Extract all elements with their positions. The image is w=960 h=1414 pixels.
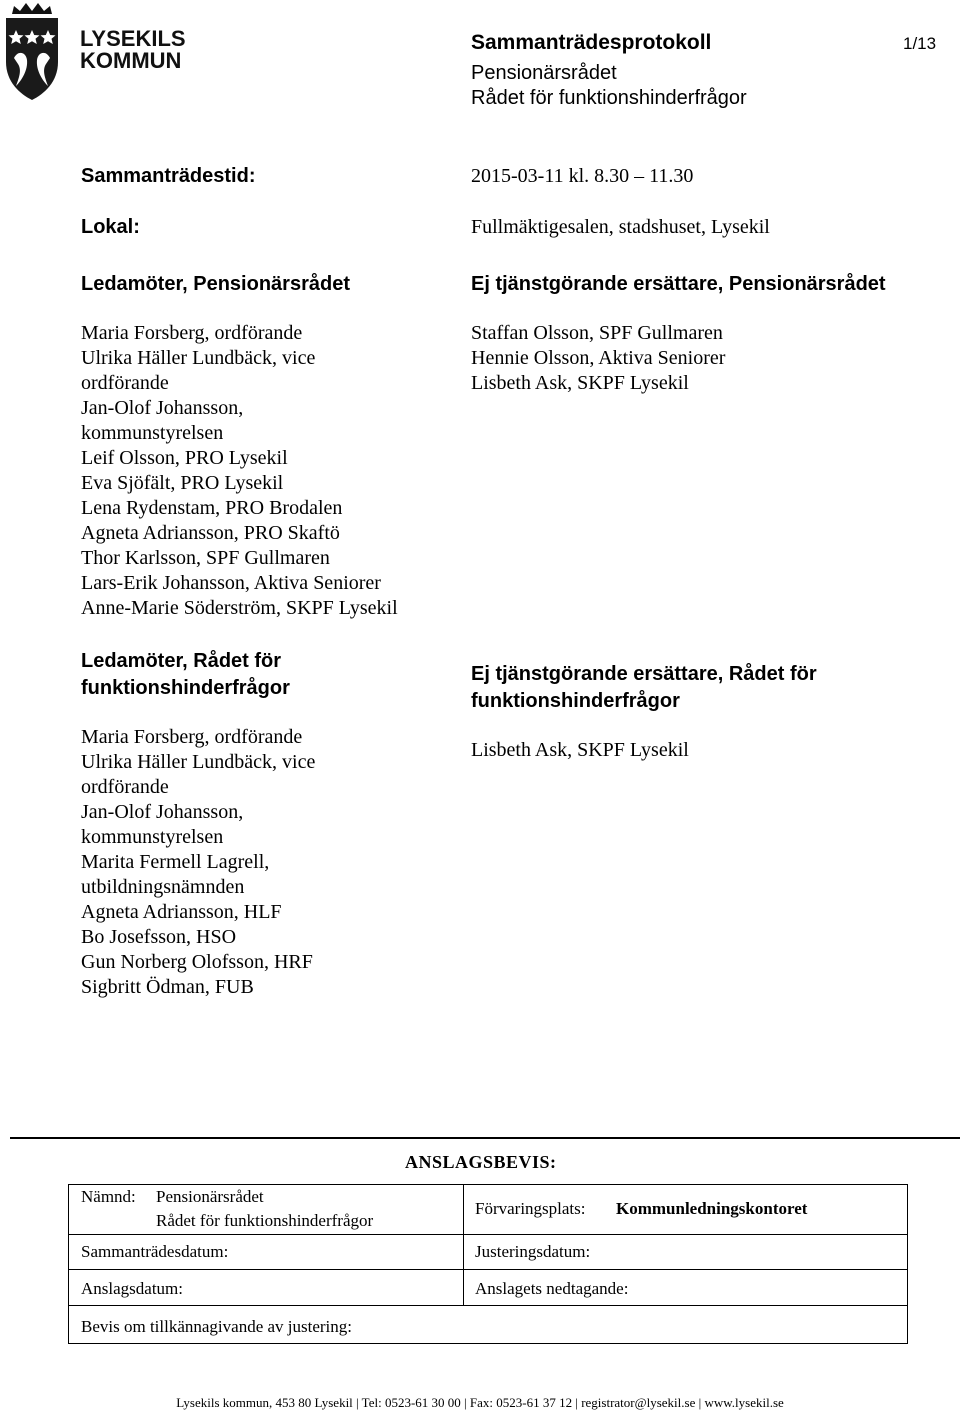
- footer-separator: |: [356, 1395, 359, 1410]
- list-item: Thor Karlsson, SPF Gullmaren: [81, 547, 330, 569]
- list-item: Leif Olsson, PRO Lysekil: [81, 447, 288, 469]
- list-item: Gun Norberg Olofsson, HRF: [81, 951, 313, 973]
- list-item: Jan-Olof Johansson,: [81, 397, 244, 419]
- footer-separator: |: [464, 1395, 467, 1410]
- list-item: Sigbritt Ödman, FUB: [81, 976, 254, 998]
- list-item: Maria Forsberg, ordförande: [81, 726, 303, 748]
- list-item: Eva Sjöfält, PRO Lysekil: [81, 472, 284, 494]
- anslagsbevis-title: ANSLAGSBEVIS:: [405, 1152, 557, 1172]
- council-substitutes-heading: [471, 661, 817, 715]
- list-item: Lisbeth Ask, SKPF Lysekil: [471, 372, 689, 394]
- forvaringsplats-label: Förvaringsplats:: [475, 1199, 586, 1218]
- list-item: Ulrika Häller Lundbäck, vice: [81, 751, 316, 773]
- footer-tel: Tel: 0523-61 30 00: [361, 1395, 461, 1410]
- list-item: Lena Rydenstam, PRO Brodalen: [81, 497, 343, 519]
- list-item: Agneta Adriansson, PRO Skaftö: [81, 522, 340, 544]
- forvaringsplats-value: Kommunledningskontoret: [616, 1199, 808, 1218]
- namnd-value-1: Pensionärsrådet: [156, 1187, 264, 1206]
- justeringsdatum-label: Justeringsdatum:: [475, 1242, 591, 1261]
- list-item: ordförande: [81, 372, 169, 394]
- namnd-value-2: Rådet för funktionshinderfrågor: [156, 1211, 374, 1230]
- lysekil-coat-of-arms-icon: [0, 0, 200, 108]
- list-item: ordförande: [81, 776, 169, 798]
- meeting-place-value: Fullmäktigesalen, stadshuset, Lysekil: [471, 216, 770, 238]
- logo-text-line2: KOMMUN: [80, 48, 182, 73]
- council-members-heading: [81, 648, 290, 702]
- heading-line: funktionshinderfrågor: [471, 690, 680, 712]
- heading-line: Ej tjänstgörande ersättare, Rådet för: [471, 663, 817, 685]
- list-item: Staffan Olsson, SPF Gullmaren: [471, 322, 723, 344]
- footer-email-link[interactable]: registrator@lysekil.se: [581, 1395, 696, 1410]
- pension-members-heading: Ledamöter, Pensionärsrådet: [81, 273, 350, 295]
- council-members-list: [81, 725, 315, 1000]
- municipality-logo: [0, 0, 200, 108]
- list-item: Lisbeth Ask, SKPF Lysekil: [471, 739, 689, 761]
- list-item: Jan-Olof Johansson,: [81, 801, 244, 823]
- footer-web-link[interactable]: www.lysekil.se: [704, 1395, 784, 1410]
- anslagets-nedtagande-label: Anslagets nedtagande:: [475, 1279, 629, 1298]
- list-item: kommunstyrelsen: [81, 422, 224, 444]
- meeting-time-value: 2015-03-11 kl. 8.30 – 11.30: [471, 165, 694, 187]
- pension-substitutes-list: [471, 321, 725, 396]
- pension-substitutes-heading: Ej tjänstgörande ersättare, Pensionärsrådet: [471, 273, 886, 295]
- heading-line: funktionshinderfrågor: [81, 677, 290, 699]
- list-item: Maria Forsberg, ordförande: [81, 322, 303, 344]
- document-title: Sammanträdesprotokoll: [471, 31, 712, 54]
- anslagsdatum-label: Anslagsdatum:: [81, 1279, 183, 1298]
- divider: [68, 1234, 908, 1235]
- footer-address: Lysekils kommun, 453 80 Lysekil: [176, 1395, 353, 1410]
- heading-line: Ledamöter, Rådet för: [81, 650, 282, 672]
- council-substitutes-list: [471, 738, 689, 763]
- bevis-label: Bevis om tillkännagivande av justering:: [81, 1317, 353, 1336]
- logo-text-line1: LYSEKILS: [80, 26, 186, 51]
- list-item: Anne-Marie Söderström, SKPF Lysekil: [81, 597, 398, 619]
- list-item: Marita Fermell Lagrell,: [81, 851, 270, 873]
- list-item: Agneta Adriansson, HLF: [81, 901, 282, 923]
- page-number: 1/13: [903, 34, 937, 53]
- sammantradesdatum-label: Sammanträdesdatum:: [81, 1242, 229, 1261]
- pension-members-list: [81, 321, 398, 621]
- footer-separator: |: [698, 1395, 702, 1410]
- list-item: kommunstyrelsen: [81, 826, 224, 848]
- namnd-label: Nämnd:: [81, 1187, 136, 1206]
- list-item: Hennie Olsson, Aktiva Seniorer: [471, 347, 726, 369]
- header-subtitle-2: Rådet för funktionshinderfrågor: [471, 87, 747, 109]
- meeting-time-label: Sammanträdestid:: [81, 165, 256, 187]
- meeting-place-label: Lokal:: [81, 216, 140, 238]
- list-item: Lars-Erik Johansson, Aktiva Seniorer: [81, 572, 381, 594]
- divider: [68, 1269, 908, 1270]
- divider: [68, 1305, 908, 1306]
- header-subtitle-1: Pensionärsrådet: [471, 62, 617, 84]
- list-item: utbildningsnämnden: [81, 876, 245, 898]
- page-footer: [0, 1395, 960, 1411]
- footer-fax: Fax: 0523-61 37 12: [469, 1395, 573, 1410]
- divider: [463, 1184, 464, 1305]
- list-item: Bo Josefsson, HSO: [81, 926, 237, 948]
- footer-separator: |: [575, 1395, 578, 1410]
- divider: [10, 1137, 960, 1139]
- list-item: Ulrika Häller Lundbäck, vice: [81, 347, 316, 369]
